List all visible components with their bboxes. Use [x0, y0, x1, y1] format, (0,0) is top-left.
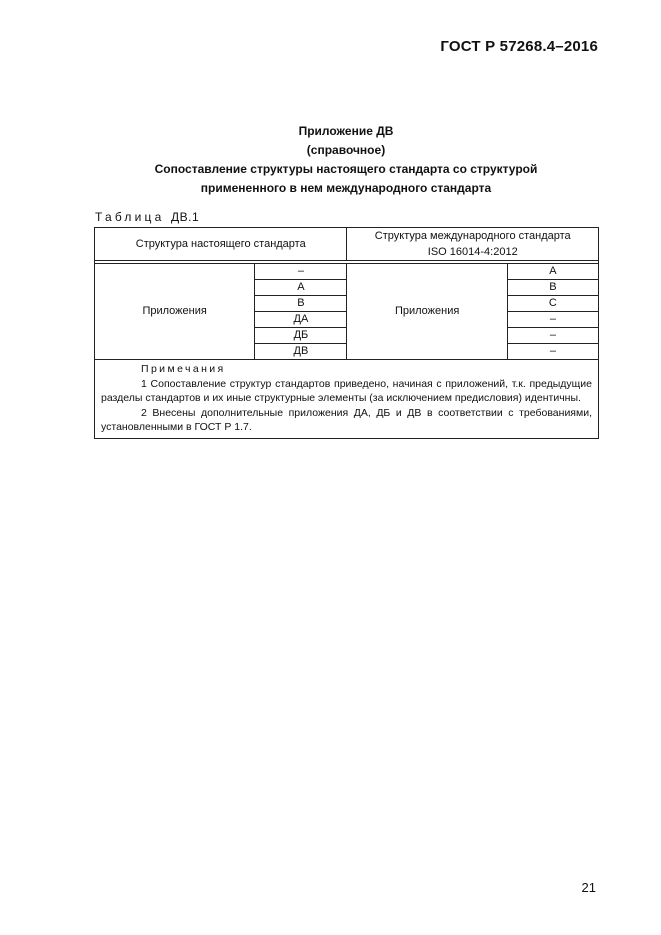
left-group-label: Приложения — [95, 264, 255, 360]
appendix-subtitle-line2: примененного в нем международного стандарта — [200, 181, 492, 195]
right-group-label: Приложения — [347, 264, 507, 360]
left-cell: – — [255, 264, 347, 280]
appendix-status: (справочное) — [306, 143, 386, 157]
appendix-subtitle-line1: Сопоставление структуры настоящего стандарта со структурой — [154, 162, 538, 176]
col-header-international-standard — [347, 228, 599, 261]
left-cell: ДБ — [255, 328, 347, 344]
col-header-current-standard: Структура настоящего стандарта — [95, 228, 347, 261]
table-caption — [95, 210, 199, 224]
left-cell: ДА — [255, 312, 347, 328]
notes-row — [95, 360, 599, 439]
left-cell: В — [255, 296, 347, 312]
note-2: 2 Внесены дополнительные приложения ДА, ДБ и ДВ в соответствии с требованиями, установленными в ГОСТ Р 1.7. — [101, 406, 592, 433]
document-code: ГОСТ Р 57268.4–2016 — [440, 38, 598, 55]
note-1: 1 Сопоставление структур стандартов приведено, начиная с приложений, т.к. предыдущие разделы стандартов и их иные структурные элементы (за исключением предисловия) идентичны. — [101, 377, 592, 404]
right-cell: – — [507, 312, 598, 328]
page-number: 21 — [581, 880, 596, 895]
right-cell: – — [507, 344, 598, 360]
col-header-international-line2: ISO 16014-4:2012 — [427, 246, 518, 258]
table-caption-number: ДВ.1 — [171, 210, 200, 224]
right-cell: C — [507, 296, 598, 312]
notes-title: Примечания — [141, 363, 226, 375]
right-cell: A — [507, 264, 598, 280]
table-header-row — [95, 228, 599, 261]
table-notes — [95, 360, 599, 439]
table-caption-label: Таблица — [95, 210, 165, 224]
appendix-heading — [0, 122, 661, 198]
left-cell: ДВ — [255, 344, 347, 360]
comparison-table — [94, 227, 599, 439]
left-cell: А — [255, 280, 347, 296]
right-cell: – — [507, 328, 598, 344]
right-cell: B — [507, 280, 598, 296]
table-row — [95, 264, 599, 280]
appendix-title: Приложение ДВ — [298, 124, 394, 138]
col-header-international-line1: Структура международного стандарта — [374, 230, 571, 242]
